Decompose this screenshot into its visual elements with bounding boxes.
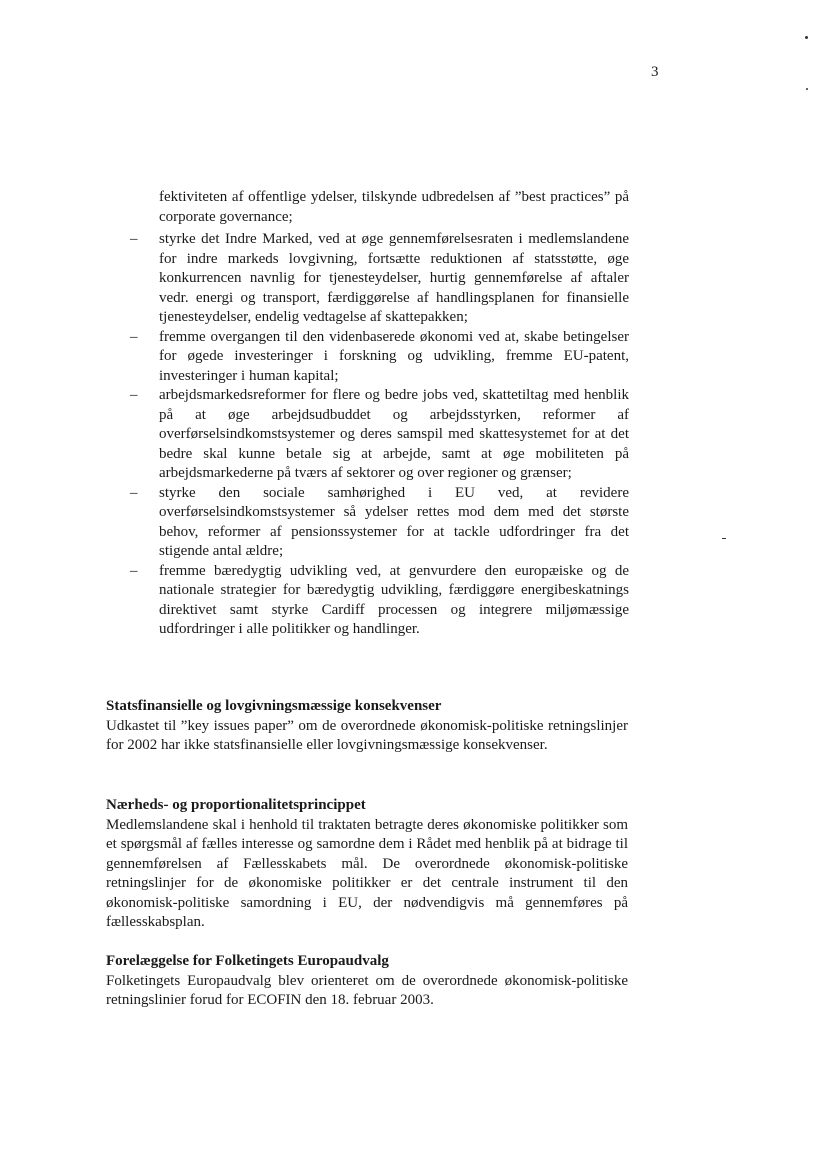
- section-heading: Nærheds- og proportionalitetsprincippet: [106, 797, 366, 813]
- bullet-text: styrke den sociale samhørighed i EU ved, at revidere overførselsindkomstsystemer så ydelser rettes mod dem med det største behov, reformer af pensionssystemer for at tackle udfordringer fra det stigende antal ældre;: [159, 484, 629, 559]
- bullet-item: [130, 484, 629, 562]
- section-european-committee: [106, 952, 628, 1011]
- section-body: Medlemslandene skal i henhold til traktaten betragte deres økonomiske politikker som et spørgsmål af fælles interesse og samordne dem i Rådet med henblik på at bidrage til gennemførelsen af Fællesskabets mål. De overordnede økonomisk-politiske retningslinjer for de økonomiske politikker er det centrale instrument til den økonomisk-politiske samordning i EU, der nødvendigvis må gennemføres på fællesskabsplan.: [106, 816, 628, 930]
- bullet-dash: –: [130, 484, 138, 501]
- scan-speck: [722, 538, 726, 539]
- bullet-text: arbejdsmarkedsreformer for flere og bedre jobs ved, skattetiltag med henblik på at øge arbejdsudbuddet og arbejdsstyrken, reformer af overførselsindkomstsystemer og deres samspil med skattesystemet for at det bedre skal kunne betale sig at arbejde, samt at øge mobiliteten på arbejdsmarkederne på tværs af sektorer og over regioner og grænser;: [159, 387, 629, 481]
- section-body: Folketingets Europaudvalg blev orienteret om de overordnede økonomisk-politiske retningslinier forud for ECOFIN den 18. februar 2003.: [106, 972, 628, 1008]
- bullet-text: styrke det Indre Marked, ved at øge gennemførelsesraten i medlemslandene for indre markeds lovgivning, fortsætte reduktionen af statsstøtte, øge konkurrencen navnlig for tjenesteydelser, hurtig gennemførelse af aftaler vedr. energi og transport, færdiggørelse af handlingsplanen for finansielle tjenesteydelser, endelig vedtagelse af skattepakken;: [159, 231, 629, 325]
- section-heading: Forelæggelse for Folketingets Europaudvalg: [106, 953, 389, 969]
- continuation-paragraph: fektiviteten af offentlige ydelser, tilskynde udbredelsen af ”best practices” på corporate governance;: [159, 189, 629, 225]
- bullet-dash: –: [130, 387, 138, 403]
- bullet-item: [130, 230, 629, 328]
- bullet-dash: –: [130, 231, 138, 247]
- bullet-dash: –: [130, 328, 138, 345]
- section-body: Udkastet til ”key issues paper” om de overordnede økonomisk-politiske retningslinjer for 2002 har ikke statsfinansielle eller lovgivningsmæssige konsekvenser.: [106, 717, 628, 753]
- bullet-text: fremme overgangen til den videnbaserede økonomi ved at, skabe betingelser for øgede investeringer i forskning og udvikling, fremme EU-patent, investeringer i human kapital;: [159, 328, 629, 384]
- bullet-item: [130, 328, 629, 387]
- bullet-text: fremme bæredygtig udvikling ved, at genvurdere den europæiske og de nationale strategier for bæredygtig udvikling, færdiggøre energibeskatnings direktivet samt styrke Cardiff processen og integrere miljømæssige udfordringer i alle politikker og handlinger.: [159, 562, 629, 637]
- section-subsidiarity: [106, 796, 628, 933]
- section-fiscal-consequences: [106, 697, 628, 756]
- section-heading: Statsfinansielle og lovgivningsmæssige konsekvenser: [106, 698, 442, 714]
- bullet-item: [130, 562, 629, 640]
- bullet-list: [0, 230, 832, 640]
- bullet-dash: –: [130, 562, 138, 579]
- page-number: 3: [651, 64, 659, 80]
- scan-speck: [806, 88, 808, 90]
- scan-speck: [805, 36, 808, 39]
- bullet-item: [130, 386, 629, 484]
